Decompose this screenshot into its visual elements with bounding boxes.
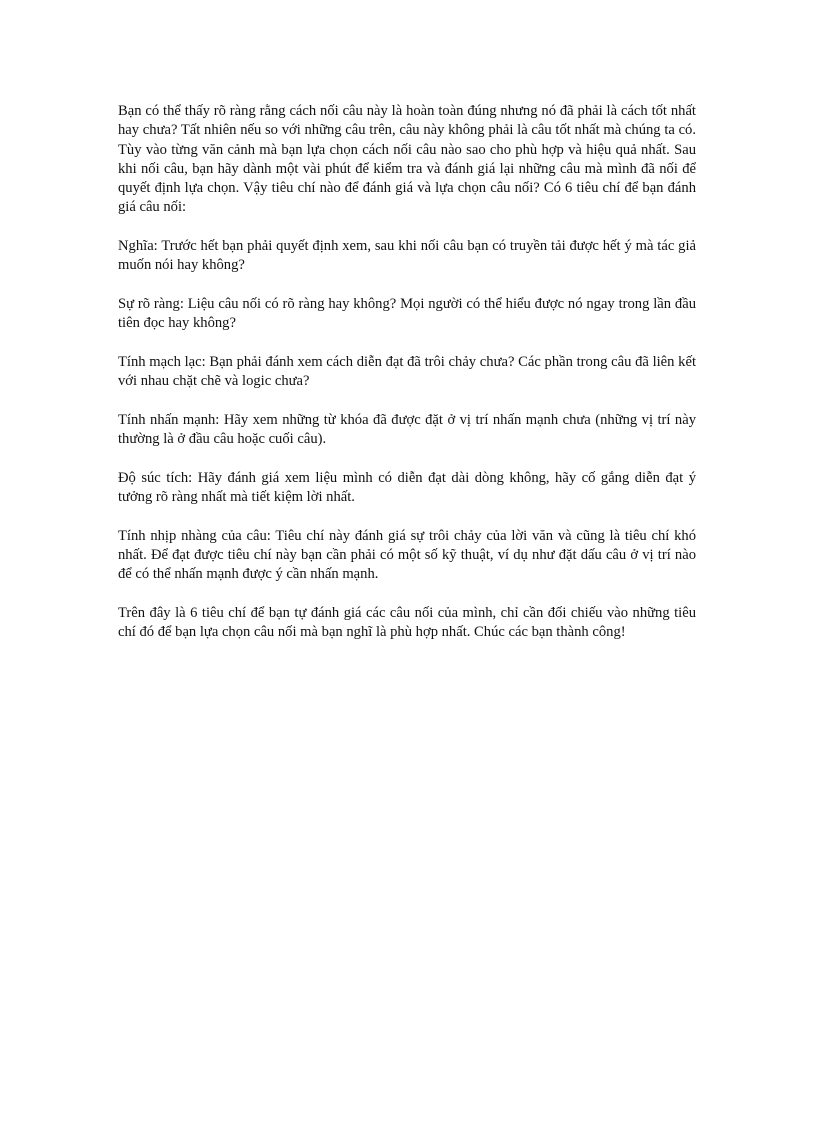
criterion-conciseness: Độ súc tích: Hãy đánh giá xem liệu mình có diễn đạt dài dòng không, hãy cố gắng diễn đạt ý tưởng rõ ràng nhất mà tiết kiệm lời nhất. xyxy=(118,469,696,505)
document-body xyxy=(118,102,696,662)
intro-paragraph: Bạn có thể thấy rõ ràng rằng cách nối câu này là hoàn toàn đúng nhưng nó đã phải là cách tốt nhất hay chưa? Tất nhiên nếu so với những câu trên, câu này không phải là câu tốt nhất mà chúng ta có. Tùy vào từng văn cảnh mà bạn lựa chọn cách nối câu nào sao cho phù hợp và hiệu quả nhất. Sau khi nối câu, bạn hãy dành một vài phút để kiểm tra và đánh giá lại những câu mà mình đã nối để quyết định lựa chọn. Vậy tiêu chí nào để đánh giá và lựa chọn câu nối? Có 6 tiêu chí để bạn đánh giá câu nối: xyxy=(118,103,696,216)
conclusion-paragraph: Trên đây là 6 tiêu chí để bạn tự đánh giá các câu nối của mình, chỉ cần đối chiếu vào những tiêu chí đó để bạn lựa chọn câu nối mà bạn nghĩ là phù hợp nhất. Chúc các bạn thành công! xyxy=(118,604,696,641)
criterion-meaning: Nghĩa: Trước hết bạn phải quyết định xem, sau khi nối câu bạn có truyền tải được hết ý mà tác giả muốn nói hay không? xyxy=(118,238,696,274)
criterion-coherence: Tính mạch lạc: Bạn phải đánh xem cách diễn đạt đã trôi chảy chưa? Các phần trong câu đã liên kết với nhau chặt chẽ và logic chưa? xyxy=(118,353,696,390)
criterion-rhythm: Tính nhịp nhàng của câu: Tiêu chí này đánh giá sự trôi chảy của lời văn và cũng là tiêu chí khó nhất. Để đạt được tiêu chí này bạn cần phải có một số kỹ thuật, ví dụ như đặt dấu câu ở vị trí nào để có thể nhấn mạnh được ý cần nhấn mạnh. xyxy=(118,527,696,583)
criterion-clarity: Sự rõ ràng: Liệu câu nối có rõ ràng hay không? Mọi người có thể hiểu được nó ngay trong lần đầu tiên đọc hay không? xyxy=(118,295,696,332)
criterion-emphasis: Tính nhấn mạnh: Hãy xem những từ khóa đã được đặt ở vị trí nhấn mạnh chưa (những vị trí này thường là ở đầu câu hoặc cuối câu). xyxy=(118,411,696,448)
